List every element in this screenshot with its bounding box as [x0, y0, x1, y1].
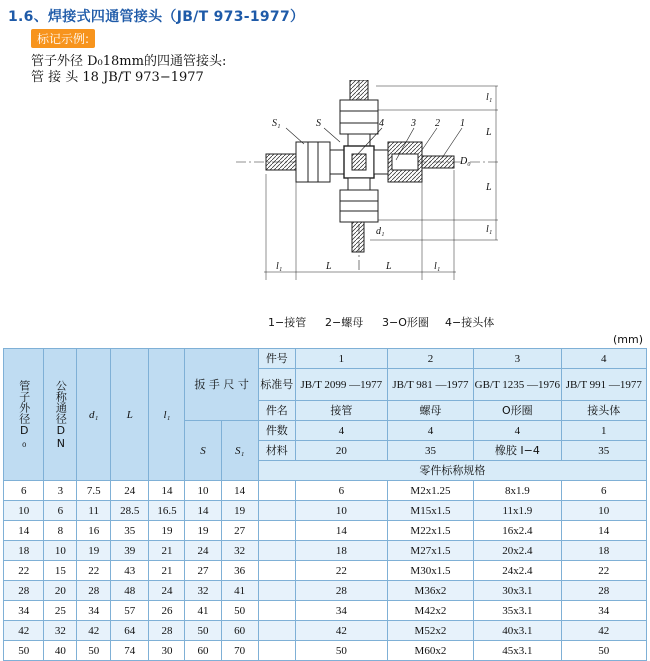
label-L-bottom: L	[486, 182, 492, 193]
table-row	[4, 501, 647, 521]
table-cell: 40x3.1	[474, 621, 561, 641]
header-wrench: 扳 手 尺 寸	[185, 349, 258, 421]
table-cell: 18	[4, 541, 44, 561]
table-cell: 50	[295, 641, 387, 661]
table-cell: 24	[149, 581, 185, 601]
table-cell: 10	[295, 501, 387, 521]
label-L-right: L	[386, 261, 392, 272]
table-cell: 41	[185, 601, 221, 621]
table-cell-empty	[258, 621, 295, 641]
part-no-1: 1	[295, 349, 387, 369]
label-d1: d₁	[376, 226, 385, 237]
table-cell: 42	[4, 621, 44, 641]
example-line-2: 管 接 头 18 JB/T 973−1977	[31, 70, 204, 85]
table-cell: 43	[111, 561, 149, 581]
table-cell: 10	[4, 501, 44, 521]
table-cell: M52x2	[387, 621, 473, 641]
table-cell: 22	[77, 561, 111, 581]
header-dn: 公称通径DN	[44, 349, 77, 481]
table-cell: 14	[149, 481, 185, 501]
table-cell: 60	[221, 621, 258, 641]
material-1: 20	[295, 441, 387, 461]
table-cell: 25	[44, 601, 77, 621]
label-l1-right: l₁	[486, 224, 493, 235]
table-cell: 42	[77, 621, 111, 641]
table-cell: 6	[295, 481, 387, 501]
std-4: JB/T 991 —1977	[561, 369, 646, 401]
label-L-top: L	[486, 127, 492, 138]
table-cell: 6	[44, 501, 77, 521]
table-cell-empty	[258, 641, 295, 661]
table-cell-empty	[258, 561, 295, 581]
table-cell: 10	[44, 541, 77, 561]
table-cell: 18	[295, 541, 387, 561]
header-d1: d₁	[77, 349, 111, 481]
table-cell-empty	[258, 521, 295, 541]
label-s1: S₁	[272, 118, 281, 129]
table-cell: M2x1.25	[387, 481, 473, 501]
table-row	[4, 561, 647, 581]
example-badge: 标记示例:	[31, 29, 95, 48]
label-L-left: L	[326, 261, 332, 272]
qty-2: 4	[387, 421, 473, 441]
std-2: JB/T 981 —1977	[387, 369, 473, 401]
table-cell: 32	[221, 541, 258, 561]
table-cell: 11x1.9	[474, 501, 561, 521]
header-d0: 管子外径D₀	[4, 349, 44, 481]
table-cell: 8x1.9	[474, 481, 561, 501]
table-cell: 60	[185, 641, 221, 661]
table-cell: 22	[295, 561, 387, 581]
table-cell: 34	[295, 601, 387, 621]
table-cell: 20x2.4	[474, 541, 561, 561]
table-cell-empty	[258, 501, 295, 521]
fitting-drawing	[236, 80, 501, 280]
table-cell: 24	[185, 541, 221, 561]
table-cell: 40	[44, 641, 77, 661]
table-cell: 50	[561, 641, 646, 661]
table-cell: 19	[149, 521, 185, 541]
table-cell: 64	[111, 621, 149, 641]
table-cell: 15	[44, 561, 77, 581]
table-row	[4, 481, 647, 501]
label-s: S	[316, 118, 321, 129]
table-cell: 19	[185, 521, 221, 541]
label-l1-left: l₁	[276, 261, 283, 272]
table-row	[4, 601, 647, 621]
table-cell: 14	[221, 481, 258, 501]
table-cell: 28	[4, 581, 44, 601]
table-cell: 34	[4, 601, 44, 621]
table-cell: 42	[561, 621, 646, 641]
table-cell: 7.5	[77, 481, 111, 501]
header-l1: l₁	[149, 349, 185, 481]
table-cell: M42x2	[387, 601, 473, 621]
name-4: 接头体	[561, 401, 646, 421]
table-cell: 10	[185, 481, 221, 501]
table-cell: 35x3.1	[474, 601, 561, 621]
table-cell: M27x1.5	[387, 541, 473, 561]
table-cell: 21	[149, 561, 185, 581]
table-cell: 27	[221, 521, 258, 541]
header-part-no-label: 件号	[258, 349, 295, 369]
std-1: JB/T 2099 —1977	[295, 369, 387, 401]
name-3: O形圈	[474, 401, 561, 421]
table-cell: 24x2.4	[474, 561, 561, 581]
legend-item-2: 2−螺母	[325, 316, 364, 329]
table-cell: 32	[185, 581, 221, 601]
header-S: S	[185, 421, 221, 481]
table-cell: 8	[44, 521, 77, 541]
table-cell: 48	[111, 581, 149, 601]
table-cell: M15x1.5	[387, 501, 473, 521]
table-cell: 27	[185, 561, 221, 581]
table-cell: 14	[185, 501, 221, 521]
table-cell: 6	[4, 481, 44, 501]
table-cell: 16.5	[149, 501, 185, 521]
table-cell: 16	[77, 521, 111, 541]
table-cell: 45x3.1	[474, 641, 561, 661]
table-cell: 6	[561, 481, 646, 501]
table-cell: M60x2	[387, 641, 473, 661]
header-qty-label: 件数	[258, 421, 295, 441]
table-cell: 18	[561, 541, 646, 561]
table-row	[4, 641, 647, 661]
label-d0: D₀	[460, 156, 471, 167]
table-cell: 28	[77, 581, 111, 601]
part-no-3: 3	[474, 349, 561, 369]
label-l1-top: l₁	[486, 92, 493, 103]
table-cell: 28	[295, 581, 387, 601]
table-cell: 39	[111, 541, 149, 561]
table-cell: 57	[111, 601, 149, 621]
header-name-label: 件名	[258, 401, 295, 421]
spec-table	[3, 348, 647, 661]
table-cell: 16x2.4	[474, 521, 561, 541]
header-std-label: 标准号	[258, 369, 295, 401]
table-cell: 32	[44, 621, 77, 641]
qty-1: 4	[295, 421, 387, 441]
table-cell: 28.5	[111, 501, 149, 521]
table-cell: 21	[149, 541, 185, 561]
table-cell: 14	[561, 521, 646, 541]
table-cell: 50	[185, 621, 221, 641]
table-cell: 50	[77, 641, 111, 661]
legend-item-3: 3−O形圈	[382, 316, 429, 329]
table-cell: M30x1.5	[387, 561, 473, 581]
table-cell: 70	[221, 641, 258, 661]
table-cell: 36	[221, 561, 258, 581]
material-4: 35	[561, 441, 646, 461]
table-cell: 28	[149, 621, 185, 641]
table-row	[4, 541, 647, 561]
table-cell-empty	[258, 481, 295, 501]
qty-3: 4	[474, 421, 561, 441]
table-cell: M22x1.5	[387, 521, 473, 541]
name-1: 接管	[295, 401, 387, 421]
table-cell: 28	[561, 581, 646, 601]
table-cell: 24	[111, 481, 149, 501]
table-cell: 14	[4, 521, 44, 541]
header-material-label: 材料	[258, 441, 295, 461]
table-cell: 22	[561, 561, 646, 581]
table-cell: 22	[4, 561, 44, 581]
label-3: 3	[411, 118, 416, 129]
table-cell: 19	[221, 501, 258, 521]
table-cell: 14	[295, 521, 387, 541]
table-row	[4, 521, 647, 541]
table-cell: 30x3.1	[474, 581, 561, 601]
page-title: 1.6、焊接式四通管接头（JB/T 973-1977）	[8, 9, 305, 25]
table-cell: 35	[111, 521, 149, 541]
table-cell-empty	[258, 541, 295, 561]
material-2: 35	[387, 441, 473, 461]
table-cell: 26	[149, 601, 185, 621]
header-S1: S₁	[221, 421, 258, 481]
label-1: 1	[460, 118, 465, 129]
table-cell: M36x2	[387, 581, 473, 601]
table-row	[4, 581, 647, 601]
header-spec-title: 零件标称规格	[258, 461, 646, 481]
name-2: 螺母	[387, 401, 473, 421]
table-row	[4, 621, 647, 641]
example-line-1: 管子外径 D₀18mm的四通管接头:	[31, 54, 227, 69]
part-no-4: 4	[561, 349, 646, 369]
table-cell: 50	[221, 601, 258, 621]
table-cell: 42	[295, 621, 387, 641]
table-cell: 34	[77, 601, 111, 621]
label-2: 2	[435, 118, 440, 129]
table-cell: 30	[149, 641, 185, 661]
table-body	[4, 481, 647, 661]
table-cell: 41	[221, 581, 258, 601]
part-no-2: 2	[387, 349, 473, 369]
table-cell: 10	[561, 501, 646, 521]
table-cell-empty	[258, 601, 295, 621]
table-cell: 19	[77, 541, 111, 561]
legend-item-1: 1−接管	[268, 316, 307, 329]
table-cell: 50	[4, 641, 44, 661]
table-cell: 3	[44, 481, 77, 501]
unit-label: (mm)	[613, 333, 644, 346]
table-cell: 11	[77, 501, 111, 521]
qty-4: 1	[561, 421, 646, 441]
table-cell-empty	[258, 581, 295, 601]
std-3: GB/T 1235 —1976	[474, 369, 561, 401]
table-cell: 20	[44, 581, 77, 601]
header-L: L	[111, 349, 149, 481]
material-3: 橡胶 I−4	[474, 441, 561, 461]
legend-item-4: 4−接头体	[445, 316, 495, 329]
table-cell: 34	[561, 601, 646, 621]
label-4: 4	[379, 118, 384, 129]
label-l1-bottom-right: l₁	[434, 261, 441, 272]
table-cell: 74	[111, 641, 149, 661]
